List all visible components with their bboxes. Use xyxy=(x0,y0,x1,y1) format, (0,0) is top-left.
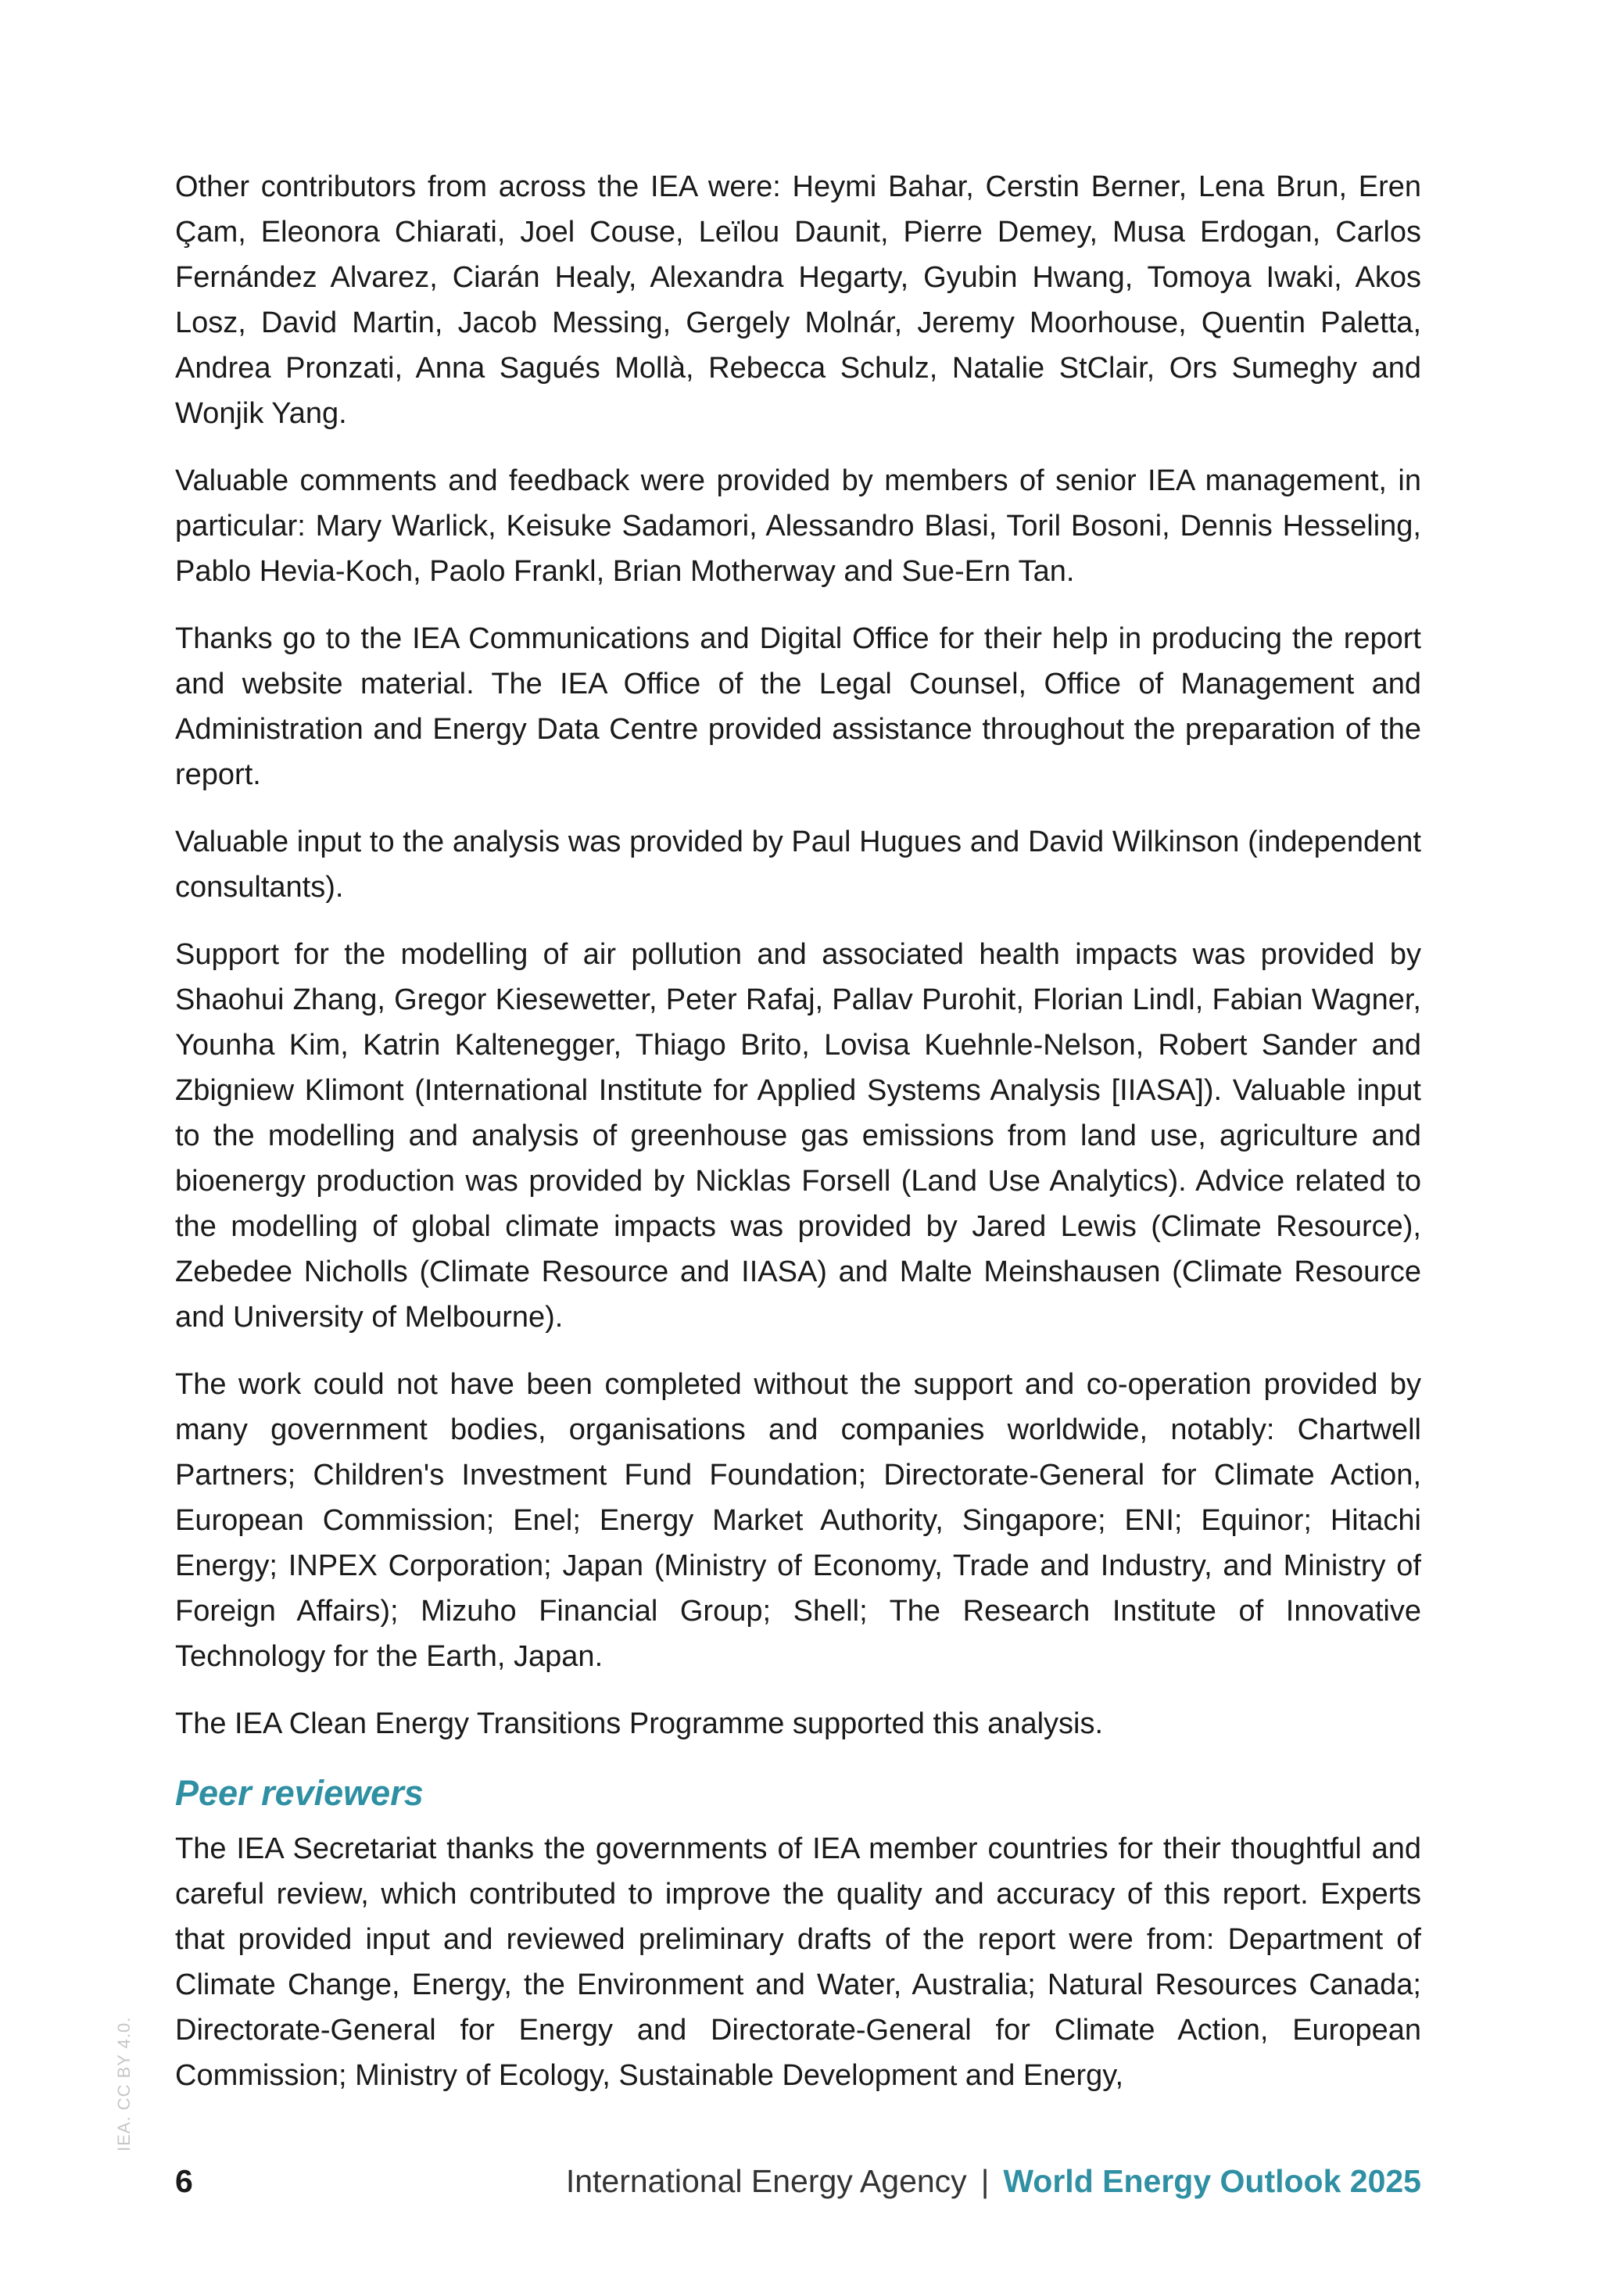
page-footer xyxy=(175,2159,1421,2203)
section-heading-peer-reviewers: Peer reviewers xyxy=(175,1773,424,1813)
footer-separator: | xyxy=(980,2163,990,2199)
paragraph-other-contributors: Other contributors from across the IEA were: Heymi Bahar, Cerstin Berner, Lena Brun, Eren Çam, Eleonora Chiarati, Joel Couse, Leïlou Daunit, Pierre Demey, Musa Erdogan, Carlos Fernández Alvarez, Ciarán Healy, Alexandra Hegarty, Gyubin Hwang, Tomoya Iwaki, Akos Losz, David Martin, Jacob Messing, Gergely Molnár, Jeremy Moorhouse, Quentin Paletta, Andrea Pronzati, Anna Sagués Mollà, Rebecca Schulz, Natalie StClair, Ors Sumeghy and Wonjik Yang. xyxy=(175,170,1421,430)
paragraph-senior-management: Valuable comments and feedback were provided by members of senior IEA management, in particular: Mary Warlick, Keisuke Sadamori, Alessandro Blasi, Toril Bosoni, Dennis Hesseling, Pablo Hevia-Koch, Paolo Frankl, Brian Motherway and Sue-Ern Tan. xyxy=(175,464,1421,588)
paragraph-programme: The IEA Clean Energy Transitions Programme supported this analysis. xyxy=(175,1707,1104,1740)
paragraph-peer-reviewers: The IEA Secretariat thanks the governments of IEA member countries for their thoughtful and careful review, which contributed to improve the quality and accuracy of this report. Experts that provided input and reviewed preliminary drafts of the report were from: Department of Climate Change, Energy, the Environment and Water, Australia; Natural Resources Canada; Directorate-General for Energy and Directorate-General for Climate Action, European Commission; Ministry of Ecology, Sustainable Development and Energy, xyxy=(175,1832,1421,2092)
footer-organization: International Energy Agency xyxy=(565,2163,967,2199)
paragraph-modelling-support: Support for the modelling of air pollution and associated health impacts was provided by Shaohui Zhang, Gregor Kiesewetter, Peter Rafaj, Pallav Purohit, Florian Lindl, Fabian Wagner, Younha Kim, Katrin Kaltenegger, Thiago Brito, Lovisa Kuehnle-Nelson, Robert Sander and Zbigniew Klimont (International Institute for Applied Systems Analysis [IIASA]). Valuable input to the modelling and analysis of greenhouse gas emissions from land use, agriculture and bioenergy production was provided by Nicklas Forsell (Land Use Analytics). Advice related to the modelling of global climate impacts was provided by Jared Lewis (Climate Resource), Zebedee Nicholls (Climate Resource and IIASA) and Malte Meinshausen (Climate Resource and University of Melbourne). xyxy=(175,938,1421,1334)
paragraph-cooperation: The work could not have been completed without the support and co-operation provided by many government bodies, organisations and companies worldwide, notably: Chartwell Partners; Children's Investment Fund Foundation; Directorate-General for Climate Action, European Commission; Enel; Energy Market Authority, Singapore; ENI; Equinor; Hitachi Energy; INPEX Corporation; Japan (Ministry of Economy, Trade and Industry, and Ministry of Foreign Affairs); Mizuho Financial Group; Shell; The Research Institute of Innovative Technology for the Earth, Japan. xyxy=(175,1368,1421,1673)
page-number: 6 xyxy=(175,2163,193,2199)
paragraph-communications: Thanks go to the IEA Communications and Digital Office for their help in producing the report and website material. The IEA Office of the Legal Counsel, Office of Management and Administration and Energy Data Centre provided assistance throughout the preparation of the report. xyxy=(175,622,1421,791)
footer-publication-title: World Energy Outlook 2025 xyxy=(1003,2163,1421,2199)
footer-publication-info xyxy=(566,2159,1421,2203)
paragraph-consultants: Valuable input to the analysis was provided by Paul Hugues and David Wilkinson (independent consultants). xyxy=(175,826,1421,904)
body-content xyxy=(175,164,1421,2120)
license-side-label: IEA. CC BY 4.0. xyxy=(114,2016,134,2151)
